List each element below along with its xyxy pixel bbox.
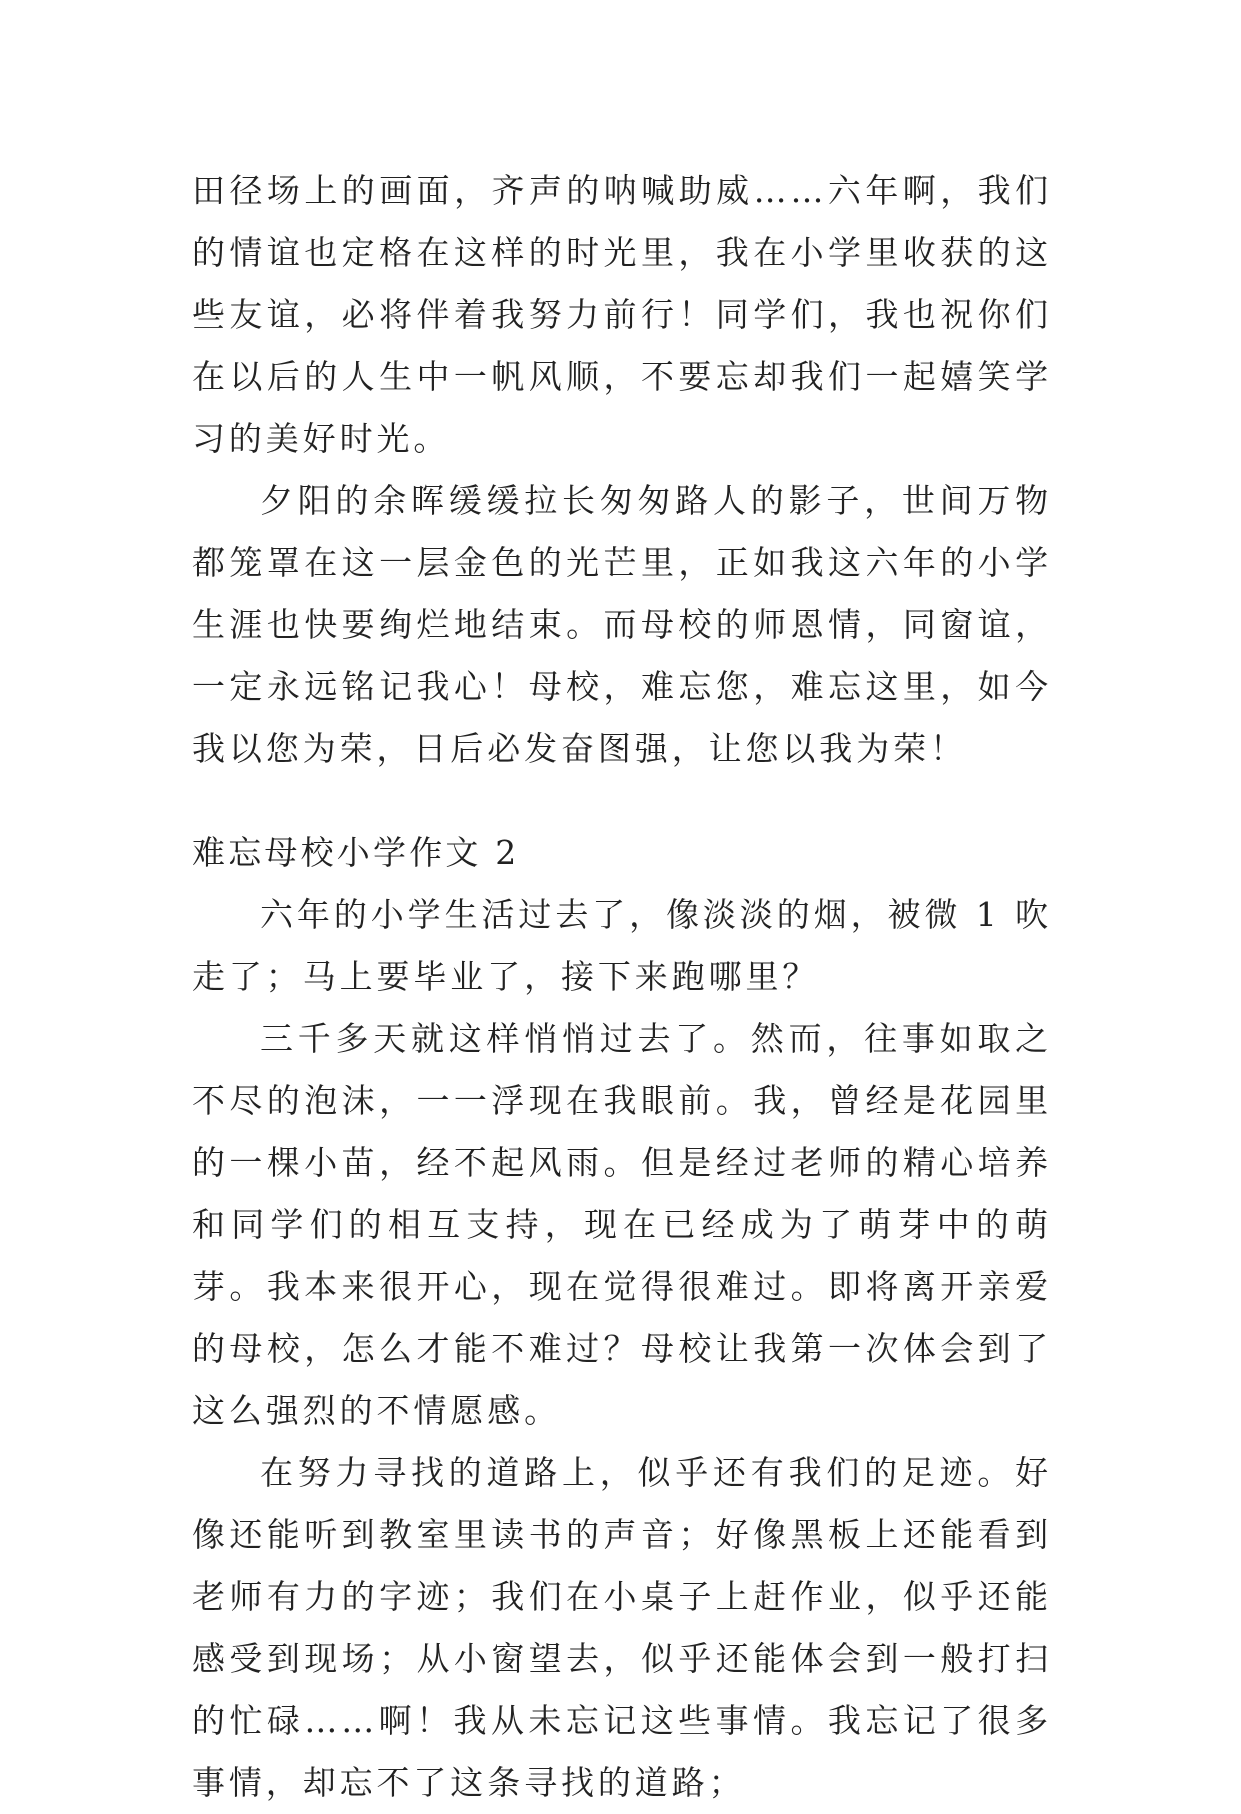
- paragraph-six-years: 六年的小学生活过去了，像淡淡的烟，被微 1 吹走了；马上要毕业了，接下来跑哪里？: [192, 895, 1052, 996]
- section-title: 难忘母校小学作文 2: [192, 833, 520, 872]
- paragraph-continued: 田径场上的画面，齐声的呐喊助威……六年啊，我们的情谊也定格在这样的时光里，我在小学里收获的这些友谊，必将伴着我努力前行！同学们，我也祝你们在以后的人生中一帆风顺，不要忘却我们一起嬉笑学习的美好时光。: [192, 171, 1052, 458]
- paragraph-searching-road: 在努力寻找的道路上，似乎还有我们的足迹。好像还能听到教室里读书的声音；好像黑板上还能看到老师有力的字迹；我们在小桌子上赶作业，似乎还能感受到现场；从小窗望去，似乎还能体会到一般打扫的忙碌……啊！我从未忘记这些事情。我忘记了很多事情，却忘不了这条寻找的道路；: [192, 1453, 1052, 1802]
- paragraph-sunset: 夕阳的余晖缓缓拉长匆匆路人的影子，世间万物都笼罩在这一层金色的光芒里，正如我这六年的小学生涯也快要绚烂地结束。而母校的师恩情，同窗谊，一定永远铭记我心！母校，难忘您，难忘这里，如今我以您为荣，日后必发奋图强，让您以我为荣！: [192, 481, 1052, 768]
- paragraph-three-thousand-days: 三千多天就这样悄悄过去了。然而，往事如取之不尽的泡沫，一一浮现在我眼前。我，曾经是花园里的一棵小苗，经不起风雨。但是经过老师的精心培养和同学们的相互支持，现在已经成为了萌芽中的萌芽。我本来很开心，现在觉得很难过。即将离开亲爱的母校，怎么才能不难过？母校让我第一次体会到了这么强烈的不情愿感。: [192, 1019, 1052, 1430]
- document-body: [192, 160, 1052, 1814]
